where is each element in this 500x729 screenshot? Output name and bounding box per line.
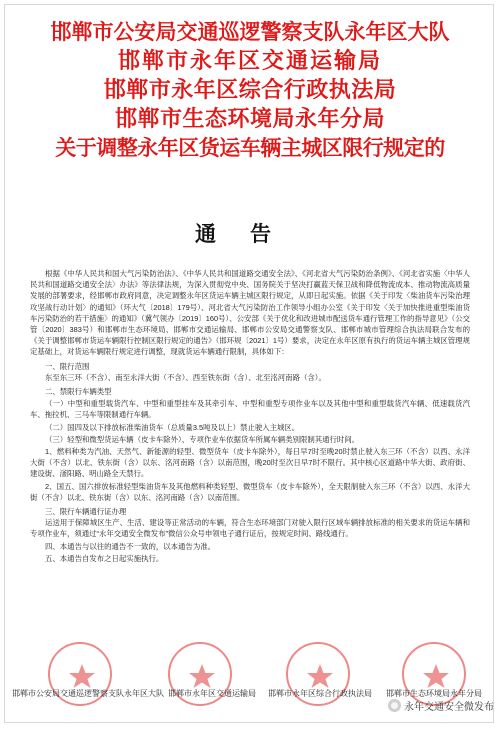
- clause-five: 五、本通告自发布之日起实施执行。: [45, 553, 164, 563]
- header-line-subject: 关于调整永年区货运车辆主城区限行规定的: [55, 136, 445, 160]
- vehicle-type-item-3: （三）轻型和微型货运车辆（皮卡车除外）、专项作业车依据货车所属车辆类别限制其通行时间。: [45, 434, 360, 444]
- section-heading-vehicle-types: 二、禁限行车辆类型: [45, 387, 112, 397]
- permit-paragraph: 运送用于保障城区生产、生活、建设等正常活动的车辆，符合生态环境部门对驶入限行区域车辆排放标准的相关要求的货运车辆和专项作业车，须通过“永年交通安全微发布”微信公众号申领电子通行证后，按规定时间、路线通行。: [30, 518, 470, 539]
- vehicle-rule-1: 1、燃料种类为汽油、天然气、新能源的轻型、微型货车（皮卡车除外），每日早7时至晚20时禁止驶入东三环（不含）以西、永洋大街（不含）以北、铁东街（含）以东、洺河南路（含）以南范围，晚20时至次日早7时不限行。其中核心区道路中华大街、政府街、建设街、滏阳路、明山路全天禁行。: [30, 447, 470, 479]
- vehicle-rule-2: 2、国五、国六排放标准轻型柴油货车及其他燃料种类轻型、微型货车（皮卡车除外），全天限制驶入东三环（不含）以西、永洋大街（不含）以北、铁东街（含）以东、洺河南路（含）以南范围。: [30, 481, 470, 502]
- vehicle-type-item-1: （一）中型和重型载货汽车、中型和重型挂车及其牵引车、中型和重型专项作业车以及其他中型和重型载货汽车辆、低速载货汽车、拖拉机、三马车等限制通行车辆。: [30, 399, 470, 420]
- watermark-text: 永年交通安全微发布: [404, 702, 494, 713]
- signatory-transport-bureau: 邯郸市永年区交通运输局: [168, 689, 256, 698]
- notice-title: 通告: [195, 222, 305, 246]
- signatory-law-enforcement: 邯郸市永年区综合行政执法局: [268, 689, 372, 698]
- watermark: [388, 698, 494, 713]
- section-heading-scope: 一、限行范围: [45, 361, 90, 371]
- clause-four: 四、本通告与以往的通告不一致的，以本通告为准。: [45, 541, 215, 551]
- header-line-law-enforcement: 邯郸市永年区综合行政执法局: [103, 78, 397, 103]
- header-line-traffic-police: 邯郸市公安局交通巡逻警察支队永年区大队: [50, 20, 450, 44]
- header-line-transport-bureau: 邯郸市永年区交通运输局: [117, 49, 382, 74]
- signatory-ecology-bureau: 邯郸市生态环境局永年分局: [386, 689, 482, 698]
- header-block: [0, 18, 500, 163]
- section-heading-permit: 三、限行车辆通行证办理: [45, 507, 127, 517]
- wechat-account-icon: [388, 699, 401, 712]
- notice-body: [30, 268, 470, 564]
- scope-paragraph: 东至东三环（不含）、南至永洋大街（不含）、西至铁东街（含）、北至洺河南路（含）。: [45, 372, 326, 382]
- intro-paragraph: 根据《中华人民共和国大气污染防治法》、《中华人民共和国道路交通安全法》、《河北省大气污染防治条例》、《河北省实施〈中华人民共和国道路交通安全法〉办法》等法律法规，为深入贯彻党中央、国务院关于坚决打赢蓝天保卫战和降低物流成本、推动物流高质量发展的部署要求，经邯郸市政府同意，决定调整永年区货运车辆主城区限行规定，从即日起实施。依据《关于印发〈柴油货车污染治理攻坚战行动计划〉的通知》（环大气〔2018〕179号）、河北省大气污染防治工作领导小组办公室《关于印发〈关于加快推进重型柴油货车污染防治的若干措施〉的通知》（冀气领办〔2019〕160号）、公安部《关于优化和改进城市配送货车通行管理工作的指导意见》（公交管〔2020〕383号）和邯郸市生态环境局、邯郸市交通运输局、邯郸市公安局交通警察支队、邯郸市城市管理综合执法局联合发布的《关于调整邯郸市货运车辆限行控制区限行规定的通告》（邯环规〔2021〕1号）要求，决定在永年区原有执行的货运车辆主城区管理规定基础上，对货运车辆限行规定进行调整，现就货运车辆通行限制，具体如下：: [30, 269, 470, 357]
- vehicle-type-item-2: （二）国四及以下排放标准柴油货车（总质量3.5吨及以上）禁止驶入主城区。: [45, 422, 300, 432]
- signatory-traffic-police: 邯郸市公安局交通巡逻警察支队永年区大队: [12, 689, 164, 698]
- header-line-ecology-bureau: 邯郸市生态环境局永年分局: [114, 107, 385, 132]
